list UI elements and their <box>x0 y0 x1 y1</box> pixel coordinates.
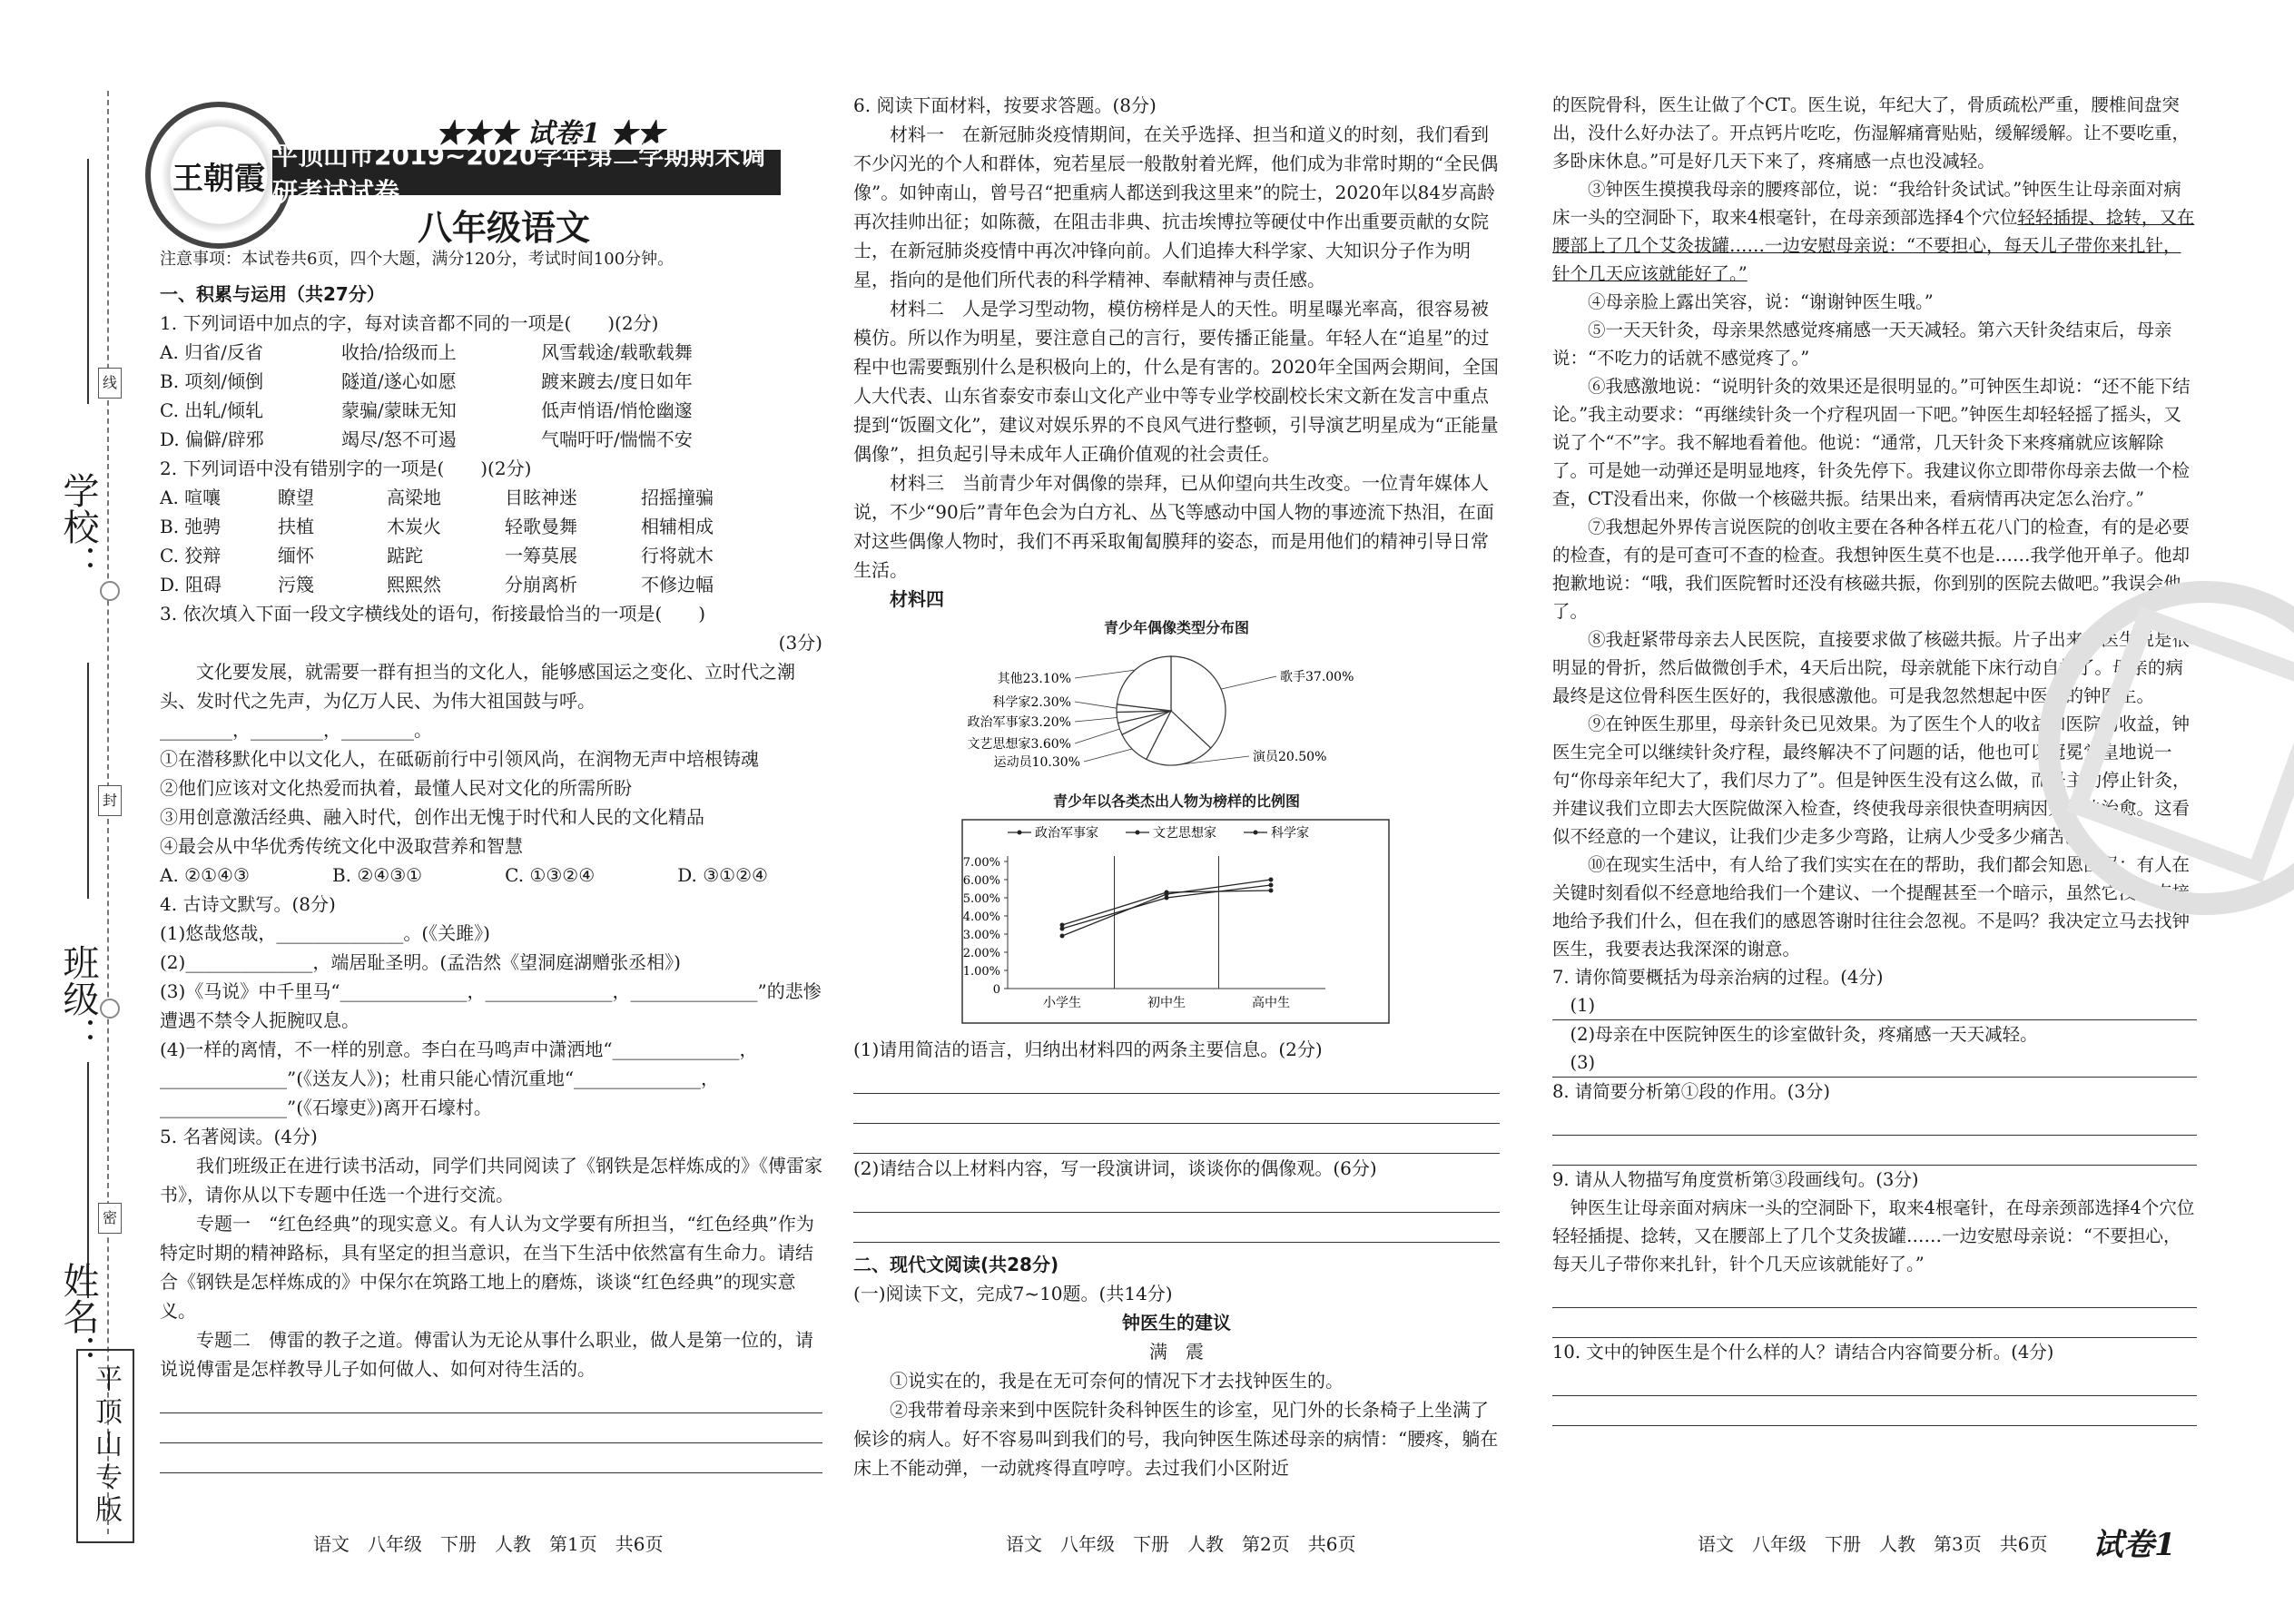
binding-hole-icon <box>100 999 120 1019</box>
option-cell: 缅怀 <box>278 545 314 566</box>
q3-passage: 文化要发展，就需要一群有担当的文化人，能够感国运之变化、立时代之潮头、发时代之先声，为亿万人民、为伟大祖国鼓与呼。 <box>160 661 795 712</box>
pie-chart <box>853 643 1489 779</box>
paragraph-4: ④母亲脸上露出笑容，说：“谢谢钟医生哦。” <box>1588 291 1934 312</box>
q3-answers <box>160 861 822 890</box>
q6-2: (2)请结合以上材料内容，写一段演讲词，谈谈你的偶像观。(6分) <box>853 1157 1377 1179</box>
legend-marker <box>1254 831 1258 835</box>
option-cell: 踱来踱去/度日如年 <box>541 370 693 392</box>
line-chart-title: 青少年以各类杰出人物为榜样的比例图 <box>1052 792 1300 810</box>
q3-sentence: ①在潜移默化中以文化人，在砥砺前行中引领风尚，在润物无声中培根铸魂 <box>160 748 759 770</box>
q6-1: (1)请用简洁的语言，归纳出材料四的两条主要信息。(2分) <box>853 1038 1323 1060</box>
y-tick-label: 4.00% <box>962 910 1000 924</box>
seal-mark-mi: 密 <box>98 1203 122 1234</box>
x-tick-label: 高中生 <box>1252 996 1290 1010</box>
paragraph-8: ⑧我赶紧带母亲去人民医院，直接要求做了核磁共振。片子出来，医生说是很明显的骨折，然后做微创手术，4天后出院，母亲就能下床行动自如了。母亲的病最终是这位骨科医生医好的，我很感激他。可是我忽然想起中医院的钟医生。 <box>1552 629 2191 706</box>
seal-mark-xian: 线 <box>98 368 122 399</box>
y-tick-label: 6.00% <box>962 874 1000 888</box>
option-cell: 风雪载途/载歌载舞 <box>541 341 693 363</box>
q1-option-row <box>160 425 822 454</box>
q1-option-row <box>160 367 822 396</box>
line-chart <box>853 816 1489 1027</box>
pie-chart-title: 青少年偶像类型分布图 <box>1103 619 1249 636</box>
paragraph-5: ⑤一天天针灸，母亲果然感觉疼痛感一天天减轻。第六天针灸结束后，母亲说：“不吃力的话就不感觉疼了。” <box>1552 320 2172 369</box>
option-cell: 熙熙然 <box>387 574 441 595</box>
pie-label: 文艺思想家3.60% <box>967 737 1071 752</box>
paragraph-3-text: ③钟医生摸摸我母亲的腰疼部位，说：“我给针灸试试。”钟医生让母亲面对病床一头的空洞卧下，取来4根毫针，在母亲颈部选择4个穴位 <box>1552 179 2181 228</box>
q4-stem: 4. 古诗文默写。(8分) <box>160 893 336 915</box>
pie-leader-line <box>1075 729 1119 743</box>
option-cell: 目眩神迷 <box>505 487 577 508</box>
legend-label: 文艺思想家 <box>1153 826 1216 841</box>
paper-number: ★★★ 试卷1 ★★ <box>436 118 665 150</box>
q3-sentence: ③用创意激活经典、融入时代，创作出无愧于时代和人民的文化精品 <box>160 806 704 828</box>
answer-line[interactable] <box>160 1413 822 1443</box>
data-point <box>1269 889 1274 893</box>
q3-answer-option[interactable]: A. ②①④③ <box>160 864 250 886</box>
option-cell: 行将就木 <box>641 545 714 566</box>
option-cell: 不修边幅 <box>641 574 714 595</box>
footer-page-2: 语文 八年级 下册 人教 第2页 共6页 <box>1006 1533 1356 1555</box>
q3-sentences <box>160 744 822 861</box>
y-tick-label: 0 <box>992 983 1000 997</box>
option-cell: 气喘吁吁/惴惴不安 <box>541 428 693 450</box>
q5-stem: 5. 名著阅读。(4分) <box>160 1126 318 1147</box>
q5-topic2: 专题二 傅雷的教子之道。傅雷认为无论从事什么职业，做人是第一位的，请说说傅雷是怎样教导儿子如何做人、如何对待生活的。 <box>160 1329 813 1380</box>
paragraph-7: ⑦我想起外界传言说医院的创收主要在各种各样五花八门的检查，有的是必要的检查，有的是可查可不查的检查。我想钟医生莫不也是……我学他开单子。他却抱歉地说：“哦，我们医院暂时还没有核磁共振，你到别的医院去做吧。”我误会他了。 <box>1552 517 2191 622</box>
y-tick-label: 5.00% <box>962 892 1000 906</box>
q2-option-row <box>160 570 822 599</box>
part1-heading: 一、积累与运用（共27分） <box>160 283 385 305</box>
q1-stem: 1. 下列词语中加点的字，每对读音都不同的一项是( )(2分) <box>160 312 659 334</box>
publisher-logo <box>145 102 292 249</box>
part2-heading: 二、现代文阅读(共28分) <box>853 1254 1059 1275</box>
data-point <box>1060 934 1065 939</box>
option-cell: 隧道/遂心如愿 <box>341 370 457 392</box>
paper-tag: 试卷1 <box>527 118 601 150</box>
underlined-sentence: 轻轻插提、捻转，又在腰部上了几个艾灸拔罐……一边安慰母亲说：“不要担心，每天儿子带你来扎针，针个几天应该就能好了。” <box>1552 207 2195 284</box>
line-chart-frame <box>962 820 1389 1023</box>
material-3: 材料三 当前青少年对偶像的崇拜，已从仰望向共生改变。一位青年媒体人说，不少“90后”青年色会为白方礼、丛飞等感动中国人物的事迹流下热泪，在面对这些偶像人物时，我们不再采取匍匐膜拜的姿态，而是用他们的精神引导日常生活。 <box>853 472 1494 581</box>
x-tick-label: 初中生 <box>1147 996 1186 1010</box>
option-cell: 瞭望 <box>278 487 314 508</box>
answer-line[interactable] <box>1552 1136 2197 1166</box>
q2-option-row <box>160 541 822 570</box>
binding-strip <box>0 0 136 1624</box>
q7-stem: 7. 请你简要概括为母亲治病的过程。(4分) <box>1552 967 1884 988</box>
q3-answer-option[interactable]: C. ①③②④ <box>505 864 596 886</box>
answer-line[interactable] <box>1552 1396 2197 1426</box>
option-cell: 收拾/拾级而上 <box>341 341 457 363</box>
answer-line[interactable] <box>160 1443 822 1473</box>
q1-option-row <box>160 396 822 425</box>
option-cell: D. 偏僻/辟邪 <box>160 428 264 450</box>
pie-label: 演员20.50% <box>1253 750 1327 764</box>
pie-leader-line <box>1075 718 1117 722</box>
q3-score: (3分) <box>778 632 822 654</box>
q8-stem: 8. 请简要分析第①段的作用。(3分) <box>1552 1081 1830 1102</box>
pie-leader-line <box>1221 676 1276 689</box>
answer-line[interactable] <box>1552 1308 2197 1338</box>
q1-options <box>160 338 822 454</box>
material-4-label: 材料四 <box>890 588 944 610</box>
pie-label: 政治军事家3.20% <box>967 715 1071 730</box>
q2-stem: 2. 下列词语中没有错别字的一项是( )(2分) <box>160 458 532 479</box>
x-tick-label: 小学生 <box>1043 996 1081 1010</box>
answer-line[interactable] <box>853 1064 1500 1094</box>
q9-quote: 钟医生让母亲面对病床一头的空洞卧下，取来4根毫针，在母亲颈部选择4个穴位轻轻插提、捻转，又在腰部上了几个艾灸拔罐……一边安慰母亲说：“不要担心，每天儿子带你来扎针，针个几天应该就能好了。” <box>1552 1197 2195 1275</box>
school-blank <box>87 159 89 404</box>
pie-leader-line <box>1075 702 1117 708</box>
legend-label: 政治军事家 <box>1035 826 1098 841</box>
exam-banner: 平顶山市2019~2020学年第二学期期末调研考试试卷 <box>272 150 781 195</box>
pie-leader-line <box>1075 670 1135 678</box>
q4-line: (2)______________，端居耻圣明。(孟浩然《望洞庭湖赠张丞相》) <box>160 951 681 973</box>
article-author: 满 震 <box>1149 1341 1204 1363</box>
q3-sentence: ②他们应该对文化热爱而执着，最懂人民对文化的所需所盼 <box>160 777 632 799</box>
column-2 <box>853 91 1500 1482</box>
option-cell: 招摇撞骗 <box>641 487 714 508</box>
option-cell: 低声悄语/悄怆幽邃 <box>541 399 693 421</box>
legend-label: 科学家 <box>1271 826 1309 841</box>
q2-option-row <box>160 512 822 541</box>
q10-stem: 10. 文中的钟医生是个什么样的人？请结合内容简要分析。(4分) <box>1552 1342 2054 1363</box>
paragraph-1: ①说实在的，我是在无可奈何的情况下才去找钟医生的。 <box>890 1370 1344 1392</box>
q5-topic1: 专题一 “红色经典”的现实意义。有人认为文学要有所担当，“红色经典”作为特定时期的精神路标，具有坚定的担当意识，在当下生活中依然富有生命力。请结合《钢铁是怎样炼成的》中保尔在筑路工地上的磨炼，谈谈“红色经典”的现实意义。 <box>160 1213 814 1322</box>
option-cell: 竭尽/怒不可遏 <box>341 428 457 450</box>
legend-marker <box>1136 831 1140 835</box>
legend-marker <box>1018 831 1022 835</box>
option-cell: B. 弛骋 <box>160 516 222 537</box>
option-cell: 踮跎 <box>387 545 423 566</box>
option-cell: A. 归省/反省 <box>160 341 263 363</box>
option-cell: 一筹莫展 <box>505 545 577 566</box>
option-cell: 木炭火 <box>387 516 441 537</box>
option-cell: 轻歌曼舞 <box>505 516 577 537</box>
answer-line[interactable] <box>853 1183 1500 1213</box>
q4-lines <box>160 919 822 1122</box>
option-cell: 高梁地 <box>387 487 441 508</box>
y-tick-label: 7.00% <box>962 856 1000 870</box>
edition-label: 平顶山专版 <box>76 1349 134 1543</box>
q2-option-row <box>160 483 822 512</box>
paragraph-6: ⑥我感激地说：“说明针灸的效果还是很明显的。”可钟医生却说：“还不能下结论。”我主动要求：“再继续针灸一个疗程巩固一下吧。”钟医生却轻轻摇了摇头，又说了个“不”字。我不解地看着他。他说：“通常，几天针灸下来疼痛就应该解除了。可是她一动弹还是明显地疼，针灸先停下。我建议你立即带你母亲去做一个检查，CT没看出来，你做一个核磁共振。结果出来，看病情再决定怎么治疗。” <box>1552 376 2191 509</box>
q3-stem: 3. 依次填入下面一段文字横线处的语句，衔接最恰当的一项是( ) <box>160 603 706 625</box>
answer-line[interactable] <box>853 1094 1500 1124</box>
option-cell: 蒙骗/蒙昧无知 <box>341 399 457 421</box>
binding-hole-icon <box>100 581 120 601</box>
column-1 <box>160 245 822 1473</box>
option-cell: C. 出轧/倾轧 <box>160 399 264 421</box>
article-title: 钟医生的建议 <box>1122 1312 1231 1334</box>
q6-stem: 6. 阅读下面材料，按要求答题。(8分) <box>853 94 1157 116</box>
answer-line[interactable] <box>853 1124 1500 1154</box>
answer-line[interactable] <box>1552 1106 2197 1136</box>
seal-mark-feng: 封 <box>98 785 122 816</box>
data-point <box>1060 927 1065 931</box>
material-1: 材料一 在新冠肺炎疫情期间，在关乎选择、担当和道义的时刻，我们看到不少闪光的个人和群体，宛若星辰一般散射着光辉，他们成为非常时期的“全民偶像”。如钟南山，曾号召“把重病人都送到我这里来”的院士，2020年以84岁高龄再次挂帅出征；如陈薇，在阻击非典、抗击埃博拉等硬仗中作出重要贡献的女院士，在新冠肺炎疫情中再次冲锋向前。人们追捧大科学家、大知识分子作为明星，指向的是他们所代表的科学精神、奉献精神与责任感。 <box>853 123 1499 290</box>
pie-label: 科学家2.30% <box>992 695 1071 710</box>
data-point <box>1165 892 1169 897</box>
material-2: 材料二 人是学习型动物，模仿榜样是人的天性。明星曝光率高，很容易被模仿。所以作为明星，要注意自己的言行，要传播正能量。年轻人在“追星”的过程中也需要甄别什么是积极向上的，什么是有害的。2020年全国两会期间，全国人大代表、山东省泰安市泰山文化产业中等专业学校副校长宋文新在发言中重点提到“饭圈文化”，建议对娱乐界的不良风气进行整顿，引导演艺明星成为“正能量偶像”，担负起引导未成年人正确价值观的社会责任。 <box>853 298 1499 465</box>
paragraph-9: ⑨在钟医生那里，母亲针灸已见效果。为了医生个人的收益和医院的收益，钟医生完全可以继续针灸疗程，最终解决不了问题的话，他也可以冠冕堂皇地说一句“你母亲年纪大了，我们尽力了”。但是钟医生没有这么做，而是主动停止针灸，并建议我们立即去大医院做深入检查，终使我母亲很快查明病因并很快治愈。这看似不经意的一个建议，让我们少走多少弯路，让病人少受多少痛苦。 <box>1552 714 2191 847</box>
pie-label: 歌手37.00% <box>1280 670 1354 684</box>
paragraph-2-cont: 的医院骨科，医生让做了个CT。医生说，年纪大了，骨质疏松严重，腰椎间盘突出，没什么好办法了。开点钙片吃吃，伤湿解痛膏贴贴，缓解缓解。让不要吃重，多卧床休息。”可是好几天下来了，疼痛感一点也没减轻。 <box>1552 94 2191 172</box>
notice: 注意事项：本试卷共6页，四个大题，满分120分，考试时间100分钟。 <box>160 250 674 269</box>
data-point <box>1269 883 1274 888</box>
pie-label: 运动员10.30% <box>993 755 1080 770</box>
q9-stem: 9. 请从人物描写角度赏析第③段画线句。(3分) <box>1552 1169 1919 1190</box>
answer-line[interactable] <box>1552 1366 2197 1396</box>
paragraph-3 <box>1552 175 2197 288</box>
q3-answer-option[interactable]: B. ②④③① <box>331 864 423 886</box>
y-tick-label: 1.00% <box>962 965 1000 979</box>
q4-line: (3)《马说》中千里马“______________，______________，______________”的悲惨遭遇不禁令人扼腕叹息。 <box>160 980 822 1031</box>
paragraph-10: ⑩在现实生活中，有人给了我们实实在在的帮助，我们都会知恩图报；有人在关键时刻看似不经意地给我们一个建议、一个提醒甚至一个暗示，虽然它没有直接地给予我们什么，但在我们的感恩答谢时往往会忽视。不是吗？我决定立马去找钟医生，我要表达我深深的谢意。 <box>1552 854 2191 960</box>
option-cell: 污篾 <box>278 574 314 595</box>
footer-page-1: 语文 八年级 下册 人教 第1页 共6页 <box>313 1533 664 1555</box>
q3-sentence: ④最会从中华优秀传统文化中汲取营养和智慧 <box>160 835 523 857</box>
option-cell: B. 项刻/倾倒 <box>160 370 264 392</box>
q7-3[interactable]: (3) <box>1552 1048 2197 1078</box>
part2-sub: (一)阅读下文，完成7~10题。(共14分) <box>853 1283 1173 1304</box>
pie-label: 其他23.10% <box>997 672 1071 686</box>
q3-blanks: ________，________，________。 <box>160 719 432 741</box>
option-cell: 分崩离析 <box>505 574 577 595</box>
footer-page-3: 语文 八年级 下册 人教 第3页 共6页 <box>1698 1533 2048 1555</box>
school-label: 学校： <box>57 472 99 581</box>
pie-leader-line <box>1084 749 1132 762</box>
paragraph-2: ②我带着母亲来到中医院针灸科钟医生的诊室，见门外的长条椅子上坐满了候诊的病人。好不容易叫到我们的号，我向钟医生陈述母亲的病情：“腰疼，躺在床上不能动弹，一动就疼得直哼哼。去过我们小区附近 <box>853 1399 1499 1479</box>
q4-line: (4)一样的离情，不一样的别意。李白在马鸣声中潇洒地“______________，______________”(《送友人》)；杜甫只能心情沉重地“______________，______________”(《石壕吏》)离开石壕村。 <box>160 1038 758 1118</box>
option-cell: D. 阻碍 <box>160 574 222 595</box>
logo-text: 王朝霞 <box>172 160 265 197</box>
option-cell: A. 喧嚷 <box>160 487 222 508</box>
y-tick-label: 2.00% <box>962 947 1000 960</box>
q4-line: (1)悠哉悠哉，______________。(《关雎》) <box>160 922 490 944</box>
answer-line[interactable] <box>1552 1278 2197 1308</box>
class-label: 班级： <box>57 944 99 1053</box>
subject-title: 八年级语文 <box>418 208 591 248</box>
q7-1[interactable]: (1) <box>1552 991 2197 1020</box>
option-cell: 相辅相成 <box>641 516 714 537</box>
q2-options <box>160 483 822 599</box>
q7-2: (2)母亲在中医院钟医生的诊室做针灸，疼痛感一天天减轻。 <box>1570 1024 2038 1045</box>
answer-line[interactable] <box>160 1383 822 1413</box>
data-point <box>1269 878 1274 882</box>
name-label: 姓名： <box>57 1262 99 1371</box>
option-cell: 扶植 <box>278 516 314 537</box>
q1-option-row <box>160 338 822 367</box>
footer-tag: 试卷1 <box>2092 1527 2176 1563</box>
option-cell: C. 狡辩 <box>160 545 222 566</box>
y-tick-label: 3.00% <box>962 929 1000 942</box>
pie-slice-其他 <box>1117 656 1171 711</box>
class-blank <box>87 663 89 899</box>
answer-line[interactable] <box>853 1213 1500 1243</box>
q3-answer-option[interactable]: D. ③①②④ <box>677 864 768 886</box>
q5-intro: 我们班级正在进行读书活动，同学们共同阅读了《钢铁是怎样炼成的》《傅雷家书》，请你从以下专题中任选一个进行交流。 <box>160 1155 822 1206</box>
